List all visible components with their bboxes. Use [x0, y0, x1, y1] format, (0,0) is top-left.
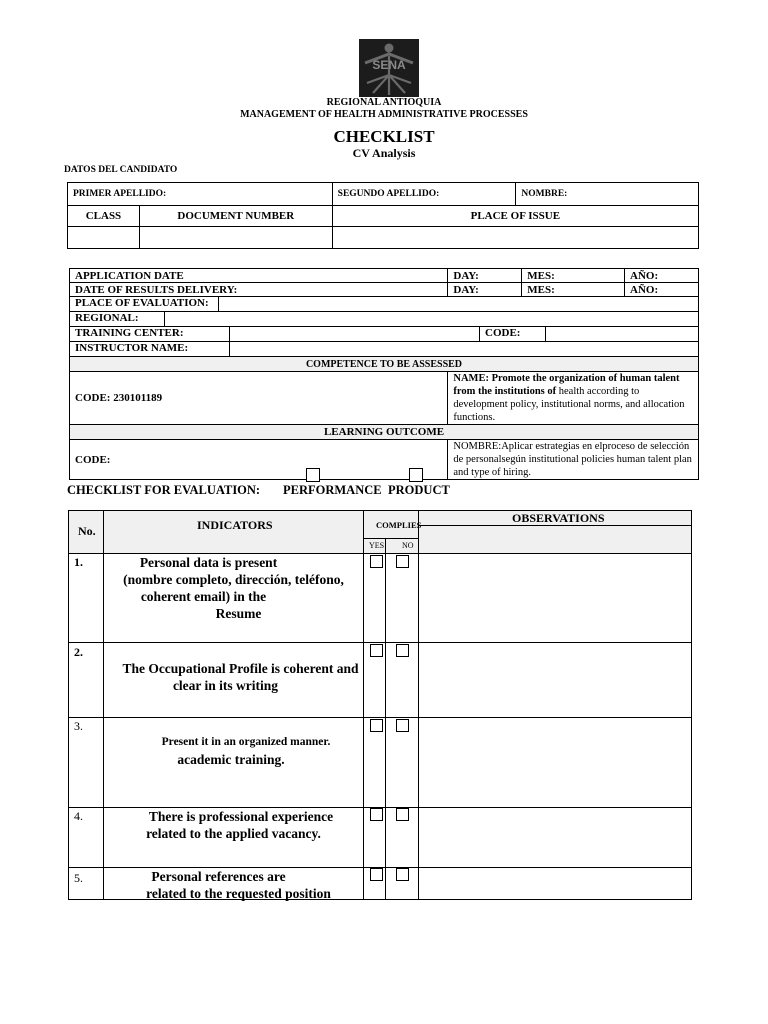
- competence-name-rest: health according to development policy, institutional norms, and allocation functions.: [453, 386, 685, 423]
- col-complies-header: COMPLIES: [376, 520, 422, 530]
- results-day[interactable]: DAY:: [448, 283, 522, 297]
- competence-code: CODE: 230101189: [70, 372, 448, 425]
- document-number-value[interactable]: [139, 227, 332, 249]
- row-4-indicator: [104, 808, 363, 842]
- class-value[interactable]: [68, 227, 140, 249]
- row-line-2: [68, 717, 692, 718]
- row-3-yes-checkbox[interactable]: [370, 719, 383, 732]
- instructor-name-value[interactable]: [230, 342, 698, 356]
- row-1-line-2: (nombre completo, dirección, teléfono,: [123, 572, 344, 587]
- row-3-line-1: Present it in an organized manner.: [161, 736, 331, 748]
- row-3-line-2: academic training.: [177, 752, 285, 767]
- performance-checkbox[interactable]: [306, 468, 320, 482]
- row-5-no-checkbox[interactable]: [396, 868, 409, 881]
- row-5-indicator: [104, 868, 363, 902]
- row-1-number: 1.: [74, 555, 83, 569]
- competence-header: COMPETENCE TO BE ASSESSED: [70, 357, 699, 372]
- row-1-no-checkbox[interactable]: [396, 555, 409, 568]
- col-no-header: No.: [78, 524, 96, 538]
- col-line-no-answer: [418, 510, 419, 900]
- row-4-line-1: There is professional experience: [148, 809, 334, 824]
- row-4-yes-checkbox[interactable]: [370, 808, 383, 821]
- row-5-number: 5.: [74, 871, 83, 885]
- row-4-number: 4.: [74, 809, 83, 823]
- training-center-row: [70, 327, 699, 342]
- regional-heading: REGIONAL ANTIOQUIA: [326, 97, 442, 108]
- place-of-issue-label: PLACE OF ISSUE: [332, 206, 698, 227]
- regional-label: REGIONAL:: [70, 312, 165, 326]
- candidate-table: [67, 182, 699, 249]
- row-1-line-1: Personal data is present: [139, 555, 278, 570]
- row-3-no-checkbox[interactable]: [396, 719, 409, 732]
- row-1-indicator: [104, 554, 363, 622]
- row-1-line-4: Resume: [215, 606, 262, 621]
- training-center-code-label: CODE:: [480, 327, 546, 341]
- training-center-code-value[interactable]: [546, 327, 698, 341]
- product-checkbox[interactable]: [409, 468, 423, 482]
- training-center-label: TRAINING CENTER:: [70, 327, 230, 341]
- results-delivery-label: DATE OF RESULTS DELIVERY:: [70, 283, 448, 297]
- application-month[interactable]: MES:: [522, 269, 625, 283]
- evaluation-info-table: [69, 268, 699, 480]
- product-label: PRODUCT: [388, 483, 450, 497]
- col-no-answer-header: NO: [402, 541, 414, 550]
- candidate-section-label: DATOS DEL CANDIDATO: [64, 165, 178, 175]
- col-line-yes: [385, 538, 386, 900]
- row-4-line-2: related to the applied vacancy.: [146, 826, 321, 841]
- results-year[interactable]: AÑO:: [625, 283, 699, 297]
- row-2-indicator: [108, 660, 373, 694]
- col-yes-header: YES: [369, 541, 385, 550]
- row-5-yes-checkbox[interactable]: [370, 868, 383, 881]
- place-of-evaluation-row: [70, 297, 699, 312]
- row-2-line-1: The Occupational Profile is coherent and: [122, 661, 359, 676]
- row-line-1: [68, 642, 692, 643]
- row-1-yes-checkbox[interactable]: [370, 555, 383, 568]
- col-indicators-header: INDICATORS: [197, 518, 273, 532]
- sena-logo: [359, 39, 419, 97]
- place-of-issue-value[interactable]: [332, 227, 698, 249]
- competence-name-bold: NAME: Promote the organization of human talent from the institutions of: [453, 373, 680, 397]
- page-subtitle: CV Analysis: [352, 146, 416, 160]
- page-title: CHECKLIST: [333, 127, 435, 146]
- document-number-label: DOCUMENT NUMBER: [139, 206, 332, 227]
- sena-logo-graphic: [359, 39, 419, 97]
- outcome-code: CODE:: [70, 440, 448, 480]
- outcome-name: NOMBRE:Aplicar estrategias en elproceso de selección de personalsegún institutional policies human talent plan and type of hiring.: [448, 440, 699, 480]
- second-surname-label: SEGUNDO APELLIDO:: [332, 183, 516, 206]
- row-1-line-3: coherent email) in the: [140, 589, 267, 604]
- learning-outcome-header: LEARNING OUTCOME: [70, 425, 699, 440]
- row-5-line-1: Personal references are: [151, 869, 286, 884]
- row-2-no-checkbox[interactable]: [396, 644, 409, 657]
- row-5-line-2: related to the requested position: [146, 886, 331, 901]
- performance-label: PERFORMANCE: [283, 483, 382, 497]
- management-heading: MANAGEMENT OF HEALTH ADMINISTRATIVE PROCESSES: [240, 109, 528, 120]
- col-observations-header: OBSERVATIONS: [512, 511, 605, 525]
- row-2-number: 2.: [74, 645, 83, 659]
- complies-header-line: [363, 538, 418, 539]
- name-label: NOMBRE:: [516, 183, 699, 206]
- row-3-number: 3.: [74, 719, 83, 733]
- instructor-name-label: INSTRUCTOR NAME:: [70, 342, 230, 356]
- results-month[interactable]: MES:: [522, 283, 625, 297]
- place-of-evaluation-value[interactable]: [219, 297, 698, 311]
- row-4-no-checkbox[interactable]: [396, 808, 409, 821]
- row-3-indicator: [104, 734, 363, 768]
- application-year[interactable]: AÑO:: [625, 269, 699, 283]
- place-of-evaluation-label: PLACE OF EVALUATION:: [70, 297, 219, 311]
- training-center-value[interactable]: [230, 327, 480, 341]
- regional-value[interactable]: [165, 312, 698, 326]
- first-surname-label: PRIMER APELLIDO:: [68, 183, 333, 206]
- application-date-label: APPLICATION DATE: [70, 269, 448, 283]
- application-day[interactable]: DAY:: [448, 269, 522, 283]
- competence-name: [448, 372, 699, 425]
- evaluation-label: CHECKLIST FOR EVALUATION:: [67, 483, 261, 497]
- instructor-row: [70, 342, 699, 357]
- row-2-yes-checkbox[interactable]: [370, 644, 383, 657]
- regional-row: [70, 312, 699, 327]
- svg-text:SENA: SENA: [372, 58, 406, 72]
- class-label: CLASS: [68, 206, 140, 227]
- row-2-line-2: clear in its writing: [172, 678, 279, 693]
- col-line-indicators: [363, 510, 364, 900]
